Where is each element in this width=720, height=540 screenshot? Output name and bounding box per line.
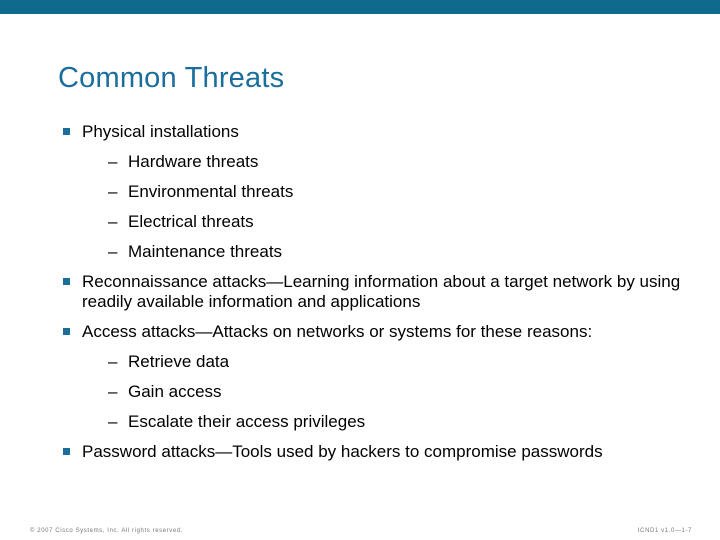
sub-bullet-item (82, 412, 702, 432)
header-bar (0, 0, 720, 14)
dash-icon: – (108, 182, 118, 201)
sub-bullet-item (82, 152, 702, 172)
square-bullet-icon (63, 278, 70, 285)
dash-icon: – (108, 212, 118, 231)
sub-bullet-text: Electrical threats (128, 212, 254, 231)
bullet-item (62, 442, 702, 462)
bullet-text: Reconnaissance attacks—Learning information about a target network by using readily available information and applications (82, 272, 681, 311)
sub-bullet-item (82, 212, 702, 232)
dash-icon: – (108, 412, 118, 431)
bullet-text: Access attacks—Attacks on networks or systems for these reasons: (82, 322, 593, 341)
dash-icon: – (108, 382, 118, 401)
dash-icon: – (108, 152, 118, 171)
sub-bullet-item (82, 242, 702, 262)
sub-bullet-item (82, 182, 702, 202)
bullet-text: Password attacks—Tools used by hackers to compromise passwords (82, 442, 603, 461)
sub-bullet-item (82, 382, 702, 402)
sub-bullet-text: Gain access (128, 382, 222, 401)
sub-bullet-item (82, 352, 702, 372)
sub-bullet-text: Hardware threats (128, 152, 259, 171)
page-number: ICND1 v1.0—1-7 (637, 528, 692, 534)
sub-bullet-text: Maintenance threats (128, 242, 283, 261)
square-bullet-icon (63, 328, 70, 335)
sub-bullet-list (82, 352, 702, 432)
sub-bullet-text: Escalate their access privileges (128, 412, 366, 431)
square-bullet-icon (63, 128, 70, 135)
sub-bullet-text: Retrieve data (128, 352, 230, 371)
square-bullet-icon (63, 448, 70, 455)
sub-bullet-text: Environmental threats (128, 182, 294, 201)
bullet-item (62, 322, 702, 432)
dash-icon: – (108, 242, 118, 261)
copyright-notice: © 2007 Cisco Systems, Inc. All rights reserved. (30, 528, 184, 534)
bullet-item (62, 272, 702, 312)
bullet-list (62, 122, 702, 472)
dash-icon: – (108, 352, 118, 371)
slide-title: Common Threats (58, 62, 285, 94)
bullet-text: Physical installations (82, 122, 239, 141)
sub-bullet-list (82, 152, 702, 262)
bullet-item (62, 122, 702, 262)
